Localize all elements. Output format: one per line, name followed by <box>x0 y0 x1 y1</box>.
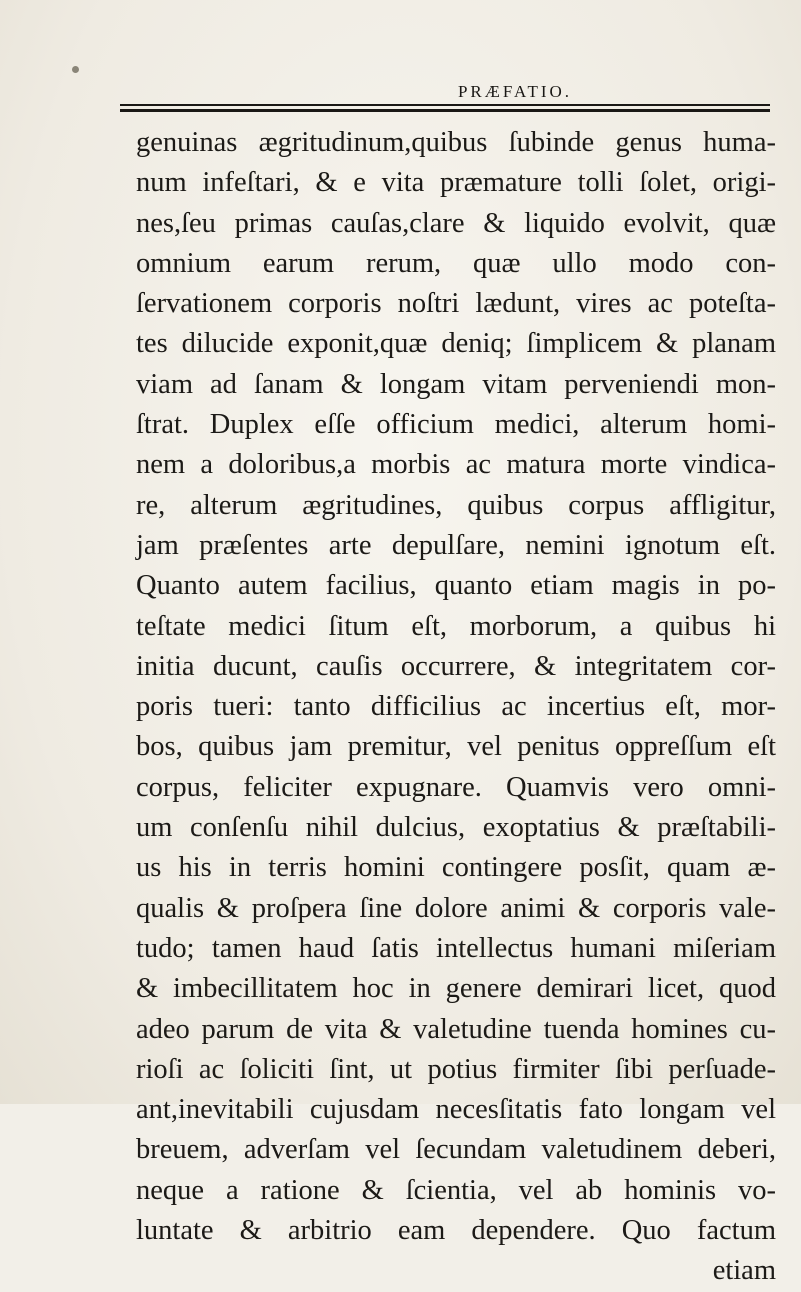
text-line: initia ducunt, cauſis occurrere, & integritatem cor- <box>136 650 776 682</box>
text-line: qualis & proſpera ſine dolore animi & corporis vale- <box>136 892 776 924</box>
text-line: bos, quibus jam premitur, vel penitus oppreſſum eſt <box>136 731 776 763</box>
catchword: etiam <box>712 1255 776 1287</box>
text-line: & imbecillitatem hoc in genere demirari licet, quod <box>136 973 776 1005</box>
text-line: corpus, feliciter expugnare. Quamvis vero omni- <box>136 771 776 803</box>
text-line: neque a ratione & ſcientia, vel ab hominis vo- <box>136 1174 776 1206</box>
text-line: nes,ſeu primas cauſas,clare & liquido evolvit, quæ <box>136 207 776 239</box>
text-line: us his in terris homini contingere posſit, quam æ- <box>136 852 776 884</box>
text-line: tes dilucide exponit,quæ deniq; ſimplicem & planam <box>136 328 776 360</box>
ink-speck <box>72 66 79 73</box>
text-line: viam ad ſanam & longam vitam perveniendi mon- <box>136 368 776 400</box>
text-line: teſtate medici ſitum eſt, morborum, a quibus hi <box>136 610 776 642</box>
body-text <box>136 123 776 1292</box>
text-line: jam præſentes arte depulſare, nemini ignotum eſt. <box>136 529 776 561</box>
text-line: ſervationem corporis noſtri lædunt, vires ac poteſta- <box>136 288 776 320</box>
text-line: nem a doloribus,a morbis ac matura morte vindica- <box>136 449 776 481</box>
text-line: adeo parum de vita & valetudine tuenda homines cu- <box>136 1013 776 1045</box>
text-line: tudo; tamen haud ſatis intellectus humani miſeriam <box>136 932 776 964</box>
text-line: re, alterum ægritudines, quibus corpus affligitur, <box>136 489 776 521</box>
text-line: um conſenſu nihil dulcius, exoptatius & præſtabili- <box>136 812 776 844</box>
header-rule-thin <box>120 104 770 106</box>
text-line: omnium earum rerum, quæ ullo modo con- <box>136 247 776 279</box>
text-line: num infeſtari, & e vita præmature tolli ſolet, origi- <box>136 167 776 199</box>
text-line: genuinas ægritudinum,quibus ſubinde genus huma- <box>136 127 776 158</box>
text-line: breuem, adverſam vel ſecundam valetudinem deberi, <box>136 1134 776 1166</box>
text-line: poris tueri: tanto difficilius ac incertius eſt, mor- <box>136 691 776 723</box>
page-header <box>120 82 770 122</box>
text-line: rioſi ac ſoliciti ſint, ut potius firmiter ſibi perſuade- <box>136 1053 776 1085</box>
running-title: PRÆFATIO. <box>457 82 573 101</box>
text-line: luntate & arbitrio eam dependere. Quo factum <box>136 1215 776 1247</box>
text-line: ant,inevitabili cujusdam necesſitatis fato longam vel <box>136 1094 776 1126</box>
header-rule-thick <box>120 109 770 112</box>
text-line: Quanto autem facilius, quanto etiam magis in po- <box>136 570 776 602</box>
text-line: ſtrat. Duplex eſſe officium medici, alterum homi- <box>136 409 776 441</box>
